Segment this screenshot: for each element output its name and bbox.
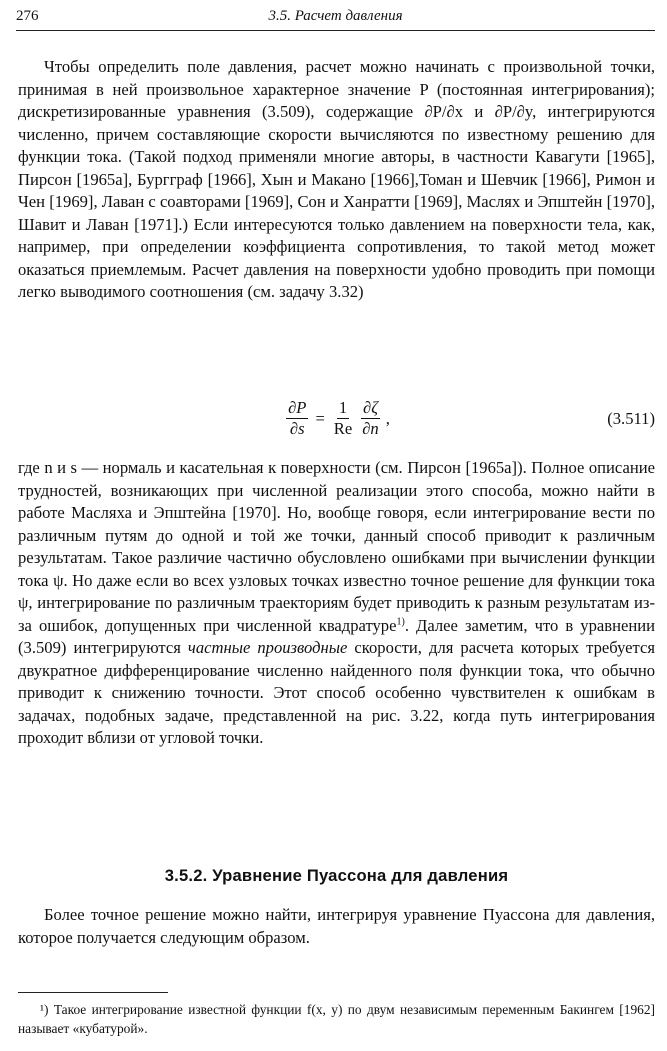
paragraph-text: Чтобы определить поле давления, расчет можно начинать с произвольной точки, принимая в ней произвольное характерное значение P (постоянная интегрирования); дискретизированные уравнения (3.509), содержащие ∂P/∂x и ∂P/∂y, интегрируются численно, причем составляющие скорости вычисляются по известному решению для функции тока. (Такой подход применяли многие авторы, в частности Кавагути [1965], Пирсон [1965a], Бургграф [1966], Хын и Макано [1966],Томан и Шевчик [1966], Римон и Чен [1969], Лаван с соавторами [1969], Сон и Ханратти [1969], Маслях и Эпштейн [1970], Шавит и Лаван [1971].) Если интересуются только давлением на поверхности тела, как, например, при определении коэффициента сопротивления, то такой метод может оказаться приемлемым. Расчет давления на поверхности удобно проводить при помощи легко выводимого соотношения (см. задачу 3.32) <box>18 57 655 301</box>
paragraph-poisson-intro <box>18 904 655 949</box>
footnote-divider <box>18 992 168 993</box>
footnote-marker: 1) <box>396 615 405 627</box>
fraction-dp-ds <box>286 398 308 439</box>
running-title: 3.5. Расчет давления <box>268 8 403 24</box>
fraction-denominator: ∂s <box>289 419 305 438</box>
equation-3-511 <box>18 396 655 446</box>
fraction-denominator: ∂n <box>362 419 379 438</box>
emphasis-partial-derivatives: частные производные <box>187 638 348 657</box>
section-heading: 3.5.2. Уравнение Пуассона для давления <box>164 866 509 885</box>
equation-comma: , <box>385 408 390 428</box>
fraction-numerator: ∂ζ <box>363 398 378 417</box>
fraction-denominator: Re <box>333 419 353 438</box>
paragraph-difficulties <box>18 457 655 750</box>
equation-body <box>18 398 655 439</box>
fraction-dzeta-dn <box>360 398 381 439</box>
paragraph-tail: скорости, для расчета которых требуется двукратное дифференцирование численно найденного поля функции тока, что обычно приводит к снижению точности. Этот способ особенно чувствителен к ошибкам в задачах, подобных задаче, представленной на рис. 3.22, когда путь интегрирования проходит вблизи от угловой точки. <box>18 638 655 747</box>
fraction-numerator: ∂P <box>288 398 307 417</box>
fraction-one-over-re <box>332 398 354 439</box>
paragraph-pressure-field <box>18 56 655 304</box>
footnote: ¹) Такое интегрирование известной функции f(x, y) по двум независимым переменным Бакингем [1962] называет «кубатурой». <box>18 1002 655 1036</box>
paragraph-middle: . Далее заметим, что в уравнении (3.509) интегрируются <box>18 615 655 657</box>
equals-sign: = <box>315 408 325 428</box>
paragraph-text: Более точное решение можно найти, интегрируя уравнение Пуассона для давления, которое получается следующим образом. <box>18 905 655 947</box>
page-number: 276 <box>16 8 39 24</box>
equation-number: (3.511) <box>607 409 655 428</box>
fraction-numerator: 1 <box>338 398 348 417</box>
running-head <box>16 6 655 31</box>
paragraph-text <box>18 457 655 750</box>
paragraph-lead: где n и s — нормаль и касательная к поверхности (см. Пирсон [1965a]). Полное описание трудностей, возникающих при численной реализации этого способа, можно найти в работе Масляха и Эпштейна [1970]. Но, вообще говоря, если интегрирование вести по различным путям до одной и той же точки, данный способ приводит к различным результатам. Такое различие частично обусловлено ошибками при вычислении функции тока ψ. Но даже если во всех узловых точках известно точное решение для функции тока ψ, интегрирование по различным траекториям будет приводить к разным результатам из-за ошибок, допущенных при численной квадратуре <box>18 458 655 635</box>
